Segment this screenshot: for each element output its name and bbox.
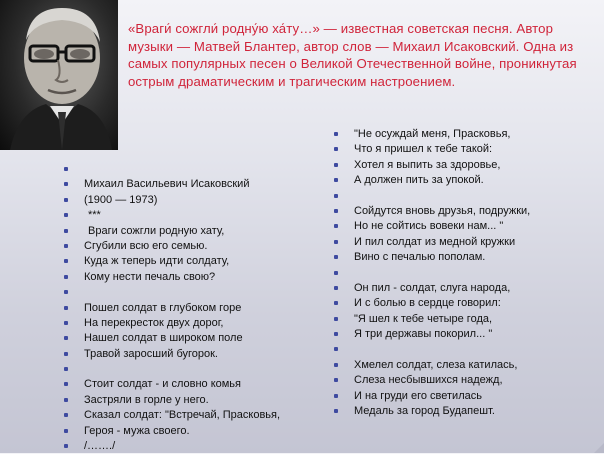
bullet-icon xyxy=(64,306,68,310)
poem-line: Сгубили всю его семью. xyxy=(60,239,330,254)
bullet-icon xyxy=(334,409,338,413)
bullet-icon xyxy=(64,413,68,417)
poem-line xyxy=(60,162,330,177)
poem-line xyxy=(60,362,330,377)
poem-line: Медаль за город Будапешт. xyxy=(330,404,600,419)
bullet-icon xyxy=(334,209,338,213)
poem-line: Застряли в горле у него. xyxy=(60,393,330,408)
bullet-icon xyxy=(334,147,338,151)
bullet-icon xyxy=(334,378,338,382)
poem-line: Вино с печалью пополам. xyxy=(330,250,600,265)
bullet-icon xyxy=(334,394,338,398)
bullet-icon xyxy=(64,290,68,294)
bullet-icon xyxy=(334,301,338,305)
slide-corner-decoration xyxy=(594,443,604,453)
bullet-icon xyxy=(334,363,338,367)
bullet-icon xyxy=(334,132,338,136)
bullet-icon xyxy=(64,244,68,248)
poem-line xyxy=(330,342,600,357)
poem-line: Героя - мужа своего. xyxy=(60,424,330,439)
bullet-icon xyxy=(64,182,68,186)
poem-left-column xyxy=(60,162,330,454)
poem-line: На перекресток двух дорог, xyxy=(60,316,330,331)
poem-line: Враги сожгли родную хату, xyxy=(60,224,330,239)
bullet-icon xyxy=(64,275,68,279)
poem-line: Стоит солдат - и словно комья xyxy=(60,377,330,392)
poem-line: Нашел солдат в широком поле xyxy=(60,331,330,346)
poem-line: Он пил - солдат, слуга народа, xyxy=(330,281,600,296)
poem-line: Что я пришел к тебе такой: xyxy=(330,142,600,157)
poem-author: Михаил Васильевич Исаковский xyxy=(60,177,330,192)
poem-line: Я три державы покорил... " xyxy=(330,327,600,342)
poem-right-column xyxy=(330,127,600,419)
poem-line: Травой заросший бугорок. xyxy=(60,347,330,362)
bullet-icon xyxy=(64,367,68,371)
bullet-icon xyxy=(64,398,68,402)
poem-line: Пошел солдат в глубоком горе xyxy=(60,301,330,316)
bullet-icon xyxy=(64,259,68,263)
bullet-icon xyxy=(64,229,68,233)
bullet-icon xyxy=(64,352,68,356)
bullet-icon xyxy=(334,332,338,336)
poem-line: Хотел я выпить за здоровье, xyxy=(330,158,600,173)
bullet-icon xyxy=(334,255,338,259)
bullet-icon xyxy=(334,194,338,198)
bullet-icon xyxy=(334,178,338,182)
poem-line: Хмелел солдат, слеза катилась, xyxy=(330,358,600,373)
poem-line xyxy=(60,285,330,300)
poem-line xyxy=(330,266,600,281)
poem-line: И пил солдат из медной кружки xyxy=(330,235,600,250)
poem-line: Слеза несбывшихся надежд, xyxy=(330,373,600,388)
poem-line: "Я шел к тебе четыре года, xyxy=(330,312,600,327)
bullet-icon xyxy=(334,240,338,244)
poem-line: Но не сойтись вовеки нам... " xyxy=(330,219,600,234)
poem-line: И с болью в сердце говорил: xyxy=(330,296,600,311)
intro-text xyxy=(128,20,588,90)
poem-line: Сойдутся вновь друзья, подружки, xyxy=(330,204,600,219)
poem-line: Сказал солдат: "Встречай, Прасковья, xyxy=(60,408,330,423)
poem-ellipsis: /……./ xyxy=(60,439,330,454)
poem-line: А должен пить за упокой. xyxy=(330,173,600,188)
poem-line: "Не осуждай меня, Прасковья, xyxy=(330,127,600,142)
bullet-icon xyxy=(334,317,338,321)
bullet-icon xyxy=(334,163,338,167)
bullet-icon xyxy=(64,198,68,202)
poem-line: И на груди его светилась xyxy=(330,389,600,404)
poem-line: Куда ж теперь идти солдату, xyxy=(60,254,330,269)
intro-paragraph: «Враги́ сожгли́ родну́ю ха́ту…» — известная советская песня. Автор музыки — Матвей Блантер, автор слов — Михаил Исаковский. Одна из самых популярных песен о Великой Отечественной войне, проникнутая острым драматическим и трагическим настроением. xyxy=(128,21,577,89)
bullet-icon xyxy=(334,347,338,351)
author-portrait xyxy=(0,0,118,150)
bullet-icon xyxy=(334,286,338,290)
bullet-icon xyxy=(64,336,68,340)
poem-line xyxy=(330,189,600,204)
bullet-icon xyxy=(64,167,68,171)
bullet-icon xyxy=(334,224,338,228)
bullet-icon xyxy=(334,271,338,275)
poem-stars: *** xyxy=(60,208,330,223)
bullet-icon xyxy=(64,213,68,217)
bullet-icon xyxy=(64,444,68,448)
portrait-image xyxy=(0,0,118,150)
bullet-icon xyxy=(64,429,68,433)
bullet-icon xyxy=(64,382,68,386)
poem-line: Кому нести печаль свою? xyxy=(60,270,330,285)
poem-years: (1900 — 1973) xyxy=(60,193,330,208)
bullet-icon xyxy=(64,321,68,325)
